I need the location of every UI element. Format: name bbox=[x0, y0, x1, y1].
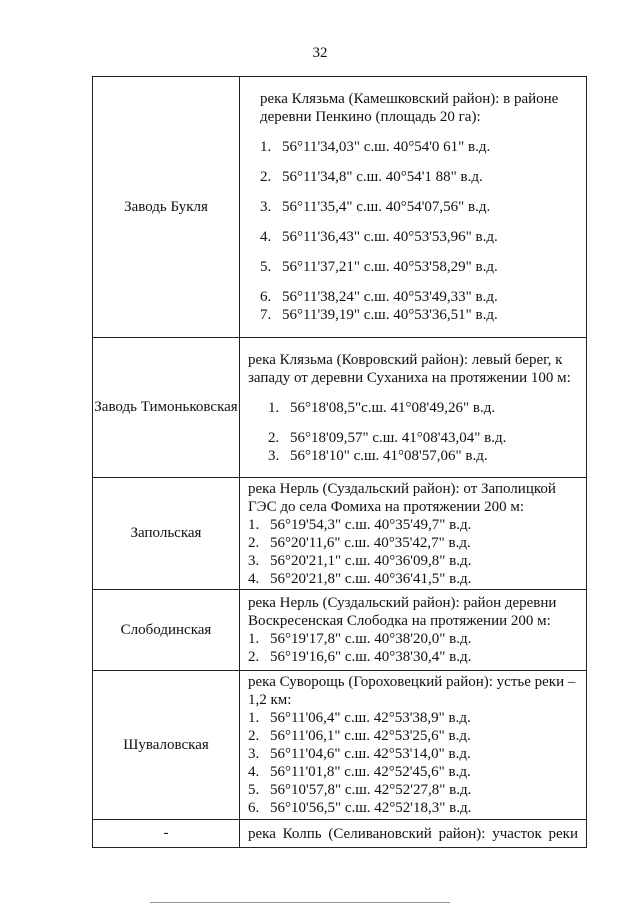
area-name: - bbox=[163, 825, 169, 841]
coordinate-list bbox=[248, 399, 578, 465]
coordinate-item: 2. 56°11'06,1" с.ш. 42°53'25,6" в.д. bbox=[248, 728, 471, 744]
area-description: река Нерль (Суздальский район): район деревни Воскресенская Слободка на протяжении 200 м: bbox=[248, 595, 557, 629]
area-name: Запольская bbox=[130, 525, 202, 541]
coordinate-item: 2. 56°19'16,6" с.ш. 40°38'30,4" в.д. bbox=[248, 649, 472, 665]
coordinate-item: 1. 56°11'06,4" с.ш. 42°53'38,9" в.д. bbox=[248, 710, 471, 726]
coordinate-list bbox=[260, 138, 578, 324]
area-name-cell bbox=[93, 77, 240, 338]
table-row bbox=[93, 820, 587, 848]
area-name-cell bbox=[93, 671, 240, 820]
area-description-cell bbox=[240, 820, 587, 848]
area-name-cell bbox=[93, 338, 240, 478]
area-description: река Колпь (Селивановский район): участок реки bbox=[248, 825, 578, 842]
coordinate-item: 6. 56°10'56,5" с.ш. 42°52'18,3" в.д. bbox=[248, 800, 472, 816]
area-name-cell bbox=[93, 478, 240, 590]
area-description: река Клязьма (Камешковский район): в районе деревни Пенкино (площадь 20 га): bbox=[260, 91, 559, 125]
coordinate-item: 1. 56°18'08,5"с.ш. 41°08'49,26" в.д. bbox=[268, 399, 496, 416]
fishing-areas-table bbox=[92, 76, 587, 848]
coordinate-item: 4. 56°20'21,8" с.ш. 40°36'41,5" в.д. bbox=[248, 570, 472, 587]
area-name: Заводь Тимоньковская bbox=[94, 399, 238, 415]
table-row bbox=[93, 77, 587, 338]
area-name-cell bbox=[93, 820, 240, 848]
coordinate-item: 4. 56°11'36,43" с.ш. 40°53'53,96" в.д. bbox=[260, 229, 498, 245]
table-row bbox=[93, 338, 587, 478]
coordinate-list bbox=[248, 630, 578, 666]
coordinate-item: 3. 56°20'21,1" с.ш. 40°36'09,8" в.д. bbox=[248, 552, 472, 569]
area-description-cell bbox=[240, 671, 587, 820]
table-row bbox=[93, 590, 587, 671]
coordinate-item: 3. 56°18'10" с.ш. 41°08'57,06" в.д. bbox=[268, 447, 488, 464]
area-description: река Клязьма (Ковровский район): левый берег, к западу от деревни Суханиха на протяжении 100 м: bbox=[248, 351, 571, 386]
coordinate-item: 7. 56°11'39,19" с.ш. 40°53'36,51" в.д. bbox=[260, 307, 498, 323]
coordinate-item: 1. 56°11'34,03" с.ш. 40°54'0 61" в.д. bbox=[260, 139, 491, 155]
area-description-cell bbox=[240, 590, 587, 671]
page-bottom-edge bbox=[150, 902, 450, 903]
coordinate-item: 2. 56°18'09,57" с.ш. 41°08'43,04" в.д. bbox=[268, 429, 507, 446]
area-description: река Суворощь (Гороховецкий район): устье реки – 1,2 км: bbox=[248, 674, 576, 708]
coordinate-item: 2. 56°20'11,6" с.ш. 40°35'42,7" в.д. bbox=[248, 534, 471, 551]
area-name: Слободинская bbox=[120, 621, 212, 638]
coordinate-item: 5. 56°10'57,8" с.ш. 42°52'27,8" в.д. bbox=[248, 782, 472, 798]
area-description-cell bbox=[240, 338, 587, 478]
area-name: Заводь Букля bbox=[124, 198, 208, 215]
coordinate-item: 3. 56°11'35,4" с.ш. 40°54'07,56" в.д. bbox=[260, 199, 491, 215]
area-name: Шуваловская bbox=[123, 736, 209, 753]
table-row bbox=[93, 671, 587, 820]
coordinate-item: 2. 56°11'34,8" с.ш. 40°54'1 88" в.д. bbox=[260, 169, 483, 185]
coordinate-item: 3. 56°11'04,6" с.ш. 42°53'14,0" в.д. bbox=[248, 746, 471, 762]
coordinate-item: 1. 56°19'54,3" с.ш. 40°35'49,7" в.д. bbox=[248, 516, 472, 533]
area-description-cell bbox=[240, 478, 587, 590]
page-number: 32 bbox=[312, 45, 328, 61]
coordinate-item: 5. 56°11'37,21" с.ш. 40°53'58,29" в.д. bbox=[260, 259, 498, 275]
table-row bbox=[93, 478, 587, 590]
area-name-cell bbox=[93, 590, 240, 671]
coordinate-item: 1. 56°19'17,8" с.ш. 40°38'20,0" в.д. bbox=[248, 631, 472, 647]
area-description: река Нерль (Суздальский район): от Заполицкой ГЭС до села Фомиха на протяжении 200 м: bbox=[248, 480, 556, 515]
coordinate-item: 6. 56°11'38,24" с.ш. 40°53'49,33" в.д. bbox=[260, 289, 498, 305]
coordinate-list bbox=[248, 516, 578, 588]
coordinate-item: 4. 56°11'01,8" с.ш. 42°52'45,6" в.д. bbox=[248, 764, 471, 780]
coordinate-list bbox=[248, 709, 578, 817]
area-description-cell bbox=[240, 77, 587, 338]
